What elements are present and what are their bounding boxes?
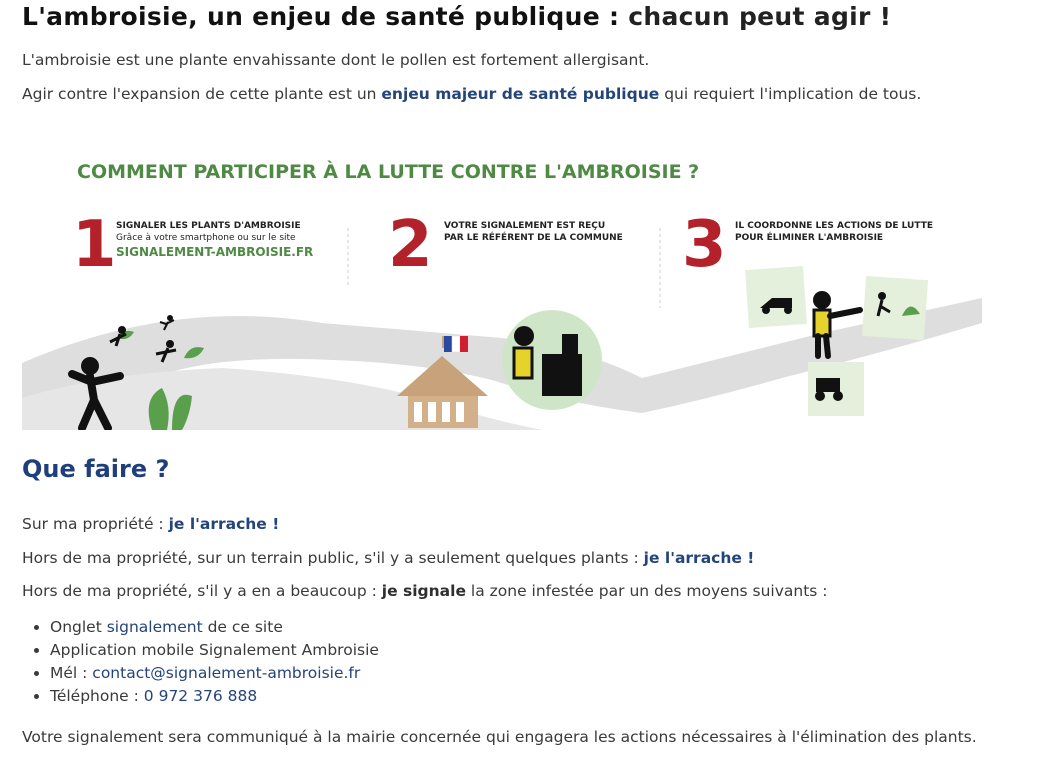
intro2-text-end: qui requiert l'implication de tous.: [659, 85, 922, 103]
pull-out-action: je l'arrache !: [643, 549, 755, 567]
list-item-text: de ce site: [202, 618, 283, 636]
title-part-2: chacun peut agir !: [628, 2, 892, 31]
step3-line2: POUR ÉLIMINER L'AMBROISIE: [735, 233, 884, 243]
step2-line1: VOTRE SIGNALEMENT EST REÇU: [444, 221, 606, 231]
intro-paragraph-2: [22, 85, 921, 103]
gardener-card-icon: [862, 276, 928, 340]
step1-number: 1: [72, 208, 117, 282]
french-flag-icon: [444, 336, 468, 352]
health-issue-link[interactable]: enjeu majeur de santé publique: [381, 85, 660, 103]
step2-line2: PAR LE RÉFÉRENT DE LA COMMUNE: [444, 233, 623, 243]
action-line-public-land: [22, 549, 754, 567]
referent-desk-icon: [502, 310, 602, 410]
pull-out-action: je l'arrache !: [168, 515, 280, 533]
action-line-report: [22, 582, 828, 600]
tractor-card-icon: [808, 362, 864, 416]
line3-text: Hors de ma propriété, s'il y a en a beaucoup :: [22, 582, 382, 600]
step3-line1: IL COORDONNE LES ACTIONS DE LUTTE: [735, 221, 933, 231]
list-item-text: Mél :: [50, 664, 93, 682]
action-line-own-property: [22, 515, 279, 533]
step1-line2: Grâce à votre smartphone ou sur le site: [116, 233, 296, 243]
infographic: [22, 148, 982, 430]
list-item: [50, 639, 379, 662]
step1-line1: SIGNALER LES PLANTS D'AMBROISIE: [116, 221, 301, 231]
report-methods-list: [30, 616, 379, 708]
line1-text: Sur ma propriété :: [22, 515, 169, 533]
list-item: [50, 662, 379, 685]
excavator-card-icon: [745, 266, 807, 328]
page-title: [22, 2, 891, 31]
line2-text: Hors de ma propriété, sur un terrain public, s'il y a seulement quelques plants :: [22, 549, 644, 567]
intro-paragraph-1: L'ambroisie est une plante envahissante dont le pollen est fortement allergisant.: [22, 51, 650, 69]
step3-number: 3: [682, 208, 727, 282]
phone-link[interactable]: 0 972 376 888: [143, 687, 258, 705]
title-part-1: L'ambroisie, un enjeu de santé publique :: [22, 2, 620, 31]
list-item: [50, 616, 379, 639]
list-item-text: Téléphone :: [50, 687, 144, 705]
infographic-heading: COMMENT PARTICIPER À LA LUTTE CONTRE L'AMBROISIE ?: [77, 161, 700, 183]
line3-text-end: la zone infestée par un des moyens suivants :: [465, 582, 828, 600]
step2-number: 2: [388, 208, 433, 282]
section-heading: Que faire ?: [22, 455, 170, 483]
report-action: je signale: [381, 582, 466, 600]
list-item-text: Onglet: [50, 618, 107, 636]
list-item: [50, 685, 379, 708]
signalement-tab-link[interactable]: signalement: [106, 618, 203, 636]
intro2-text: Agir contre l'expansion de cette plante est un: [22, 85, 382, 103]
closing-paragraph: Votre signalement sera communiqué à la mairie concernée qui engagera les actions nécessaires à l'élimination des plants.: [22, 728, 977, 746]
email-link[interactable]: contact@signalement-ambroisie.fr: [92, 664, 361, 682]
list-item-text: Application mobile Signalement Ambroisie: [50, 641, 379, 659]
step1-site: SIGNALEMENT-AMBROISIE.FR: [116, 245, 314, 259]
